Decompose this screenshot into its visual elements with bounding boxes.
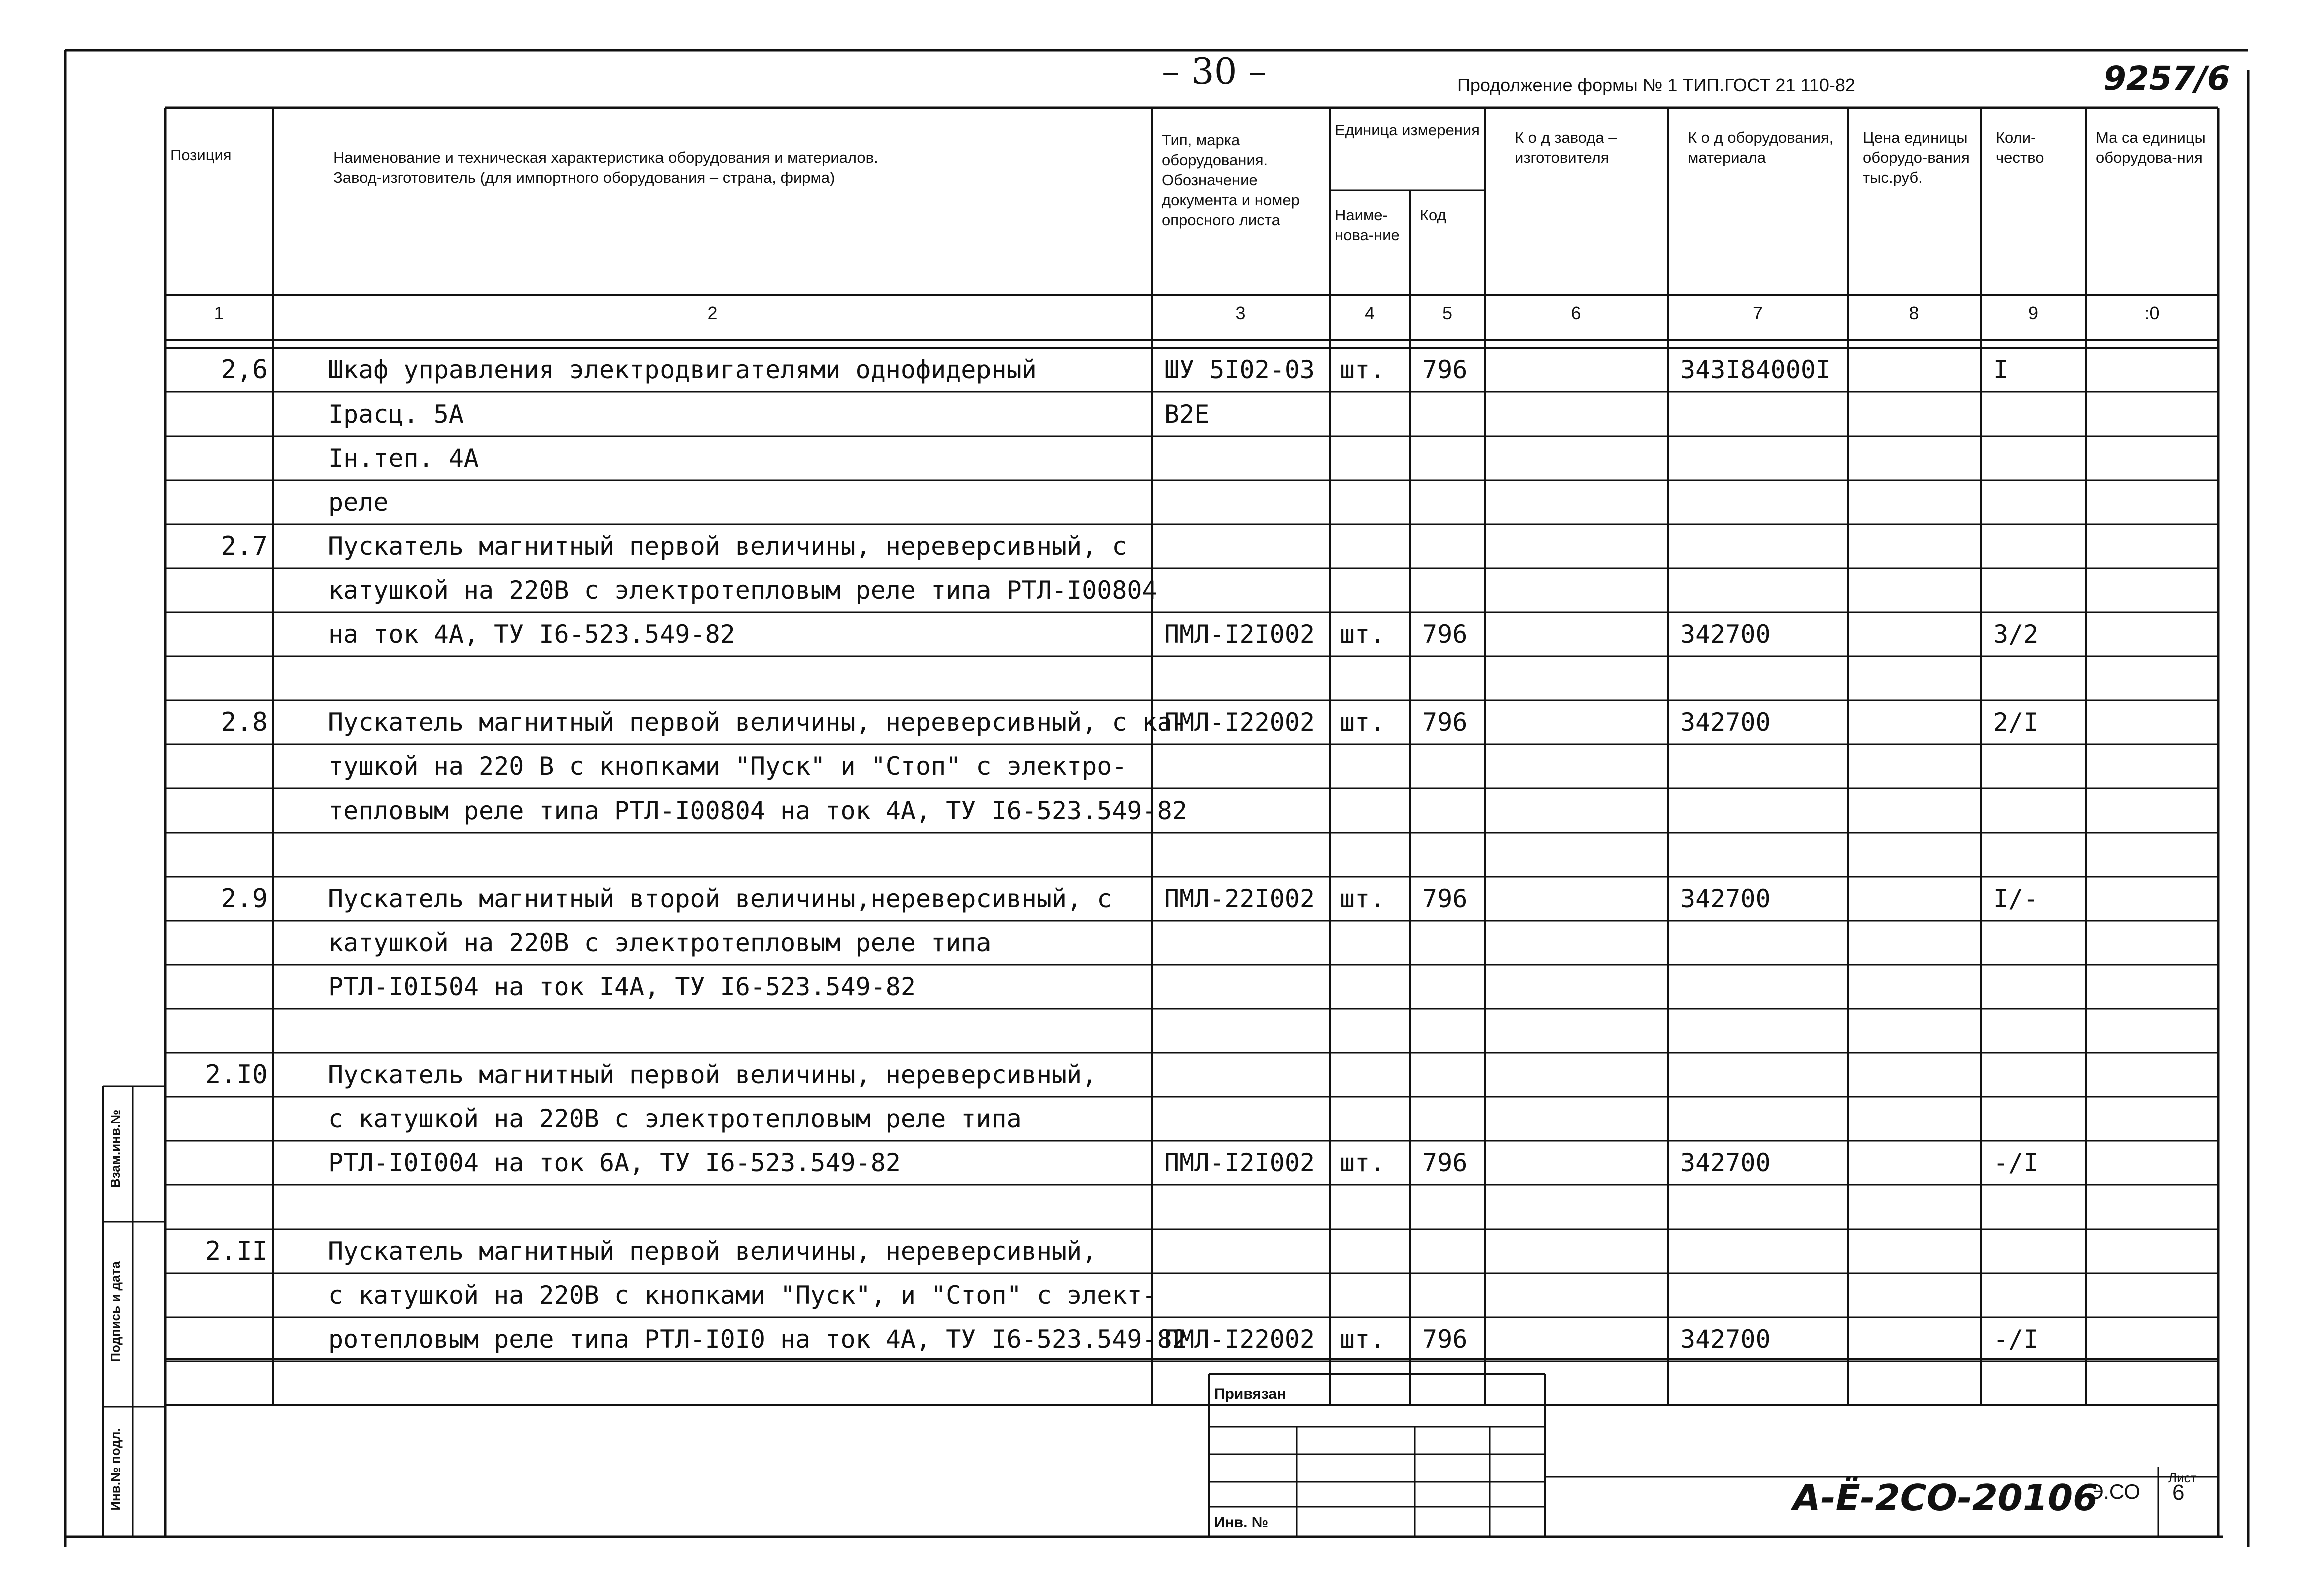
row-type: ШУ 5I02-03 xyxy=(1164,355,1315,384)
row-quantity: 2/I xyxy=(1993,708,2039,737)
row-description: с катушкой на 220В с кнопками "Пуск", и "Стоп" с элект- xyxy=(328,1281,1157,1310)
row-description: Пускатель магнитный второй величины,нереверсивный, с xyxy=(328,884,1112,913)
row-position: 2.I0 xyxy=(205,1060,268,1090)
row-description: Шкаф управления электродвигателями однофидерный xyxy=(328,355,1037,384)
row-position: 2,6 xyxy=(221,355,268,385)
column-header-1: Позиция xyxy=(170,146,232,164)
row-material-code: 342700 xyxy=(1680,884,1771,913)
column-header-8: Цена единицы оборудо-вания тыс.руб. xyxy=(1863,129,1974,186)
row-type: ПМЛ-I22002 xyxy=(1164,708,1315,737)
column-header-9: Коли-чество xyxy=(1996,129,2044,166)
top-right-ref: 9257/6 xyxy=(2103,59,2230,98)
row-type: В2Е xyxy=(1164,400,1210,429)
column-header-2: Наименование и техническая характеристика оборудования и материалов. Завод-изготовитель (для импортного оборудования – страна, фирма) xyxy=(333,149,878,186)
row-type: ПМЛ-I2I002 xyxy=(1164,620,1315,649)
row-unit-code: 796 xyxy=(1422,355,1468,384)
row-unit: шт. xyxy=(1340,1325,1385,1354)
row-position: 2.9 xyxy=(221,884,268,914)
row-description: с катушкой на 220В с электротепловым реле типа xyxy=(328,1104,1022,1133)
doc-suffix: Э.СО xyxy=(2088,1480,2140,1503)
stub-podpis-data: Подпись и дата xyxy=(108,1261,123,1362)
row-type: ПМЛ-22I002 xyxy=(1164,884,1315,913)
row-description: тушкой на 220 В с кнопками "Пуск" и "Стоп" с электро- xyxy=(328,752,1127,781)
row-position: 2.II xyxy=(205,1236,268,1266)
column-header-10: Ма са единицы оборудова-ния xyxy=(2096,129,2210,166)
row-unit-code: 796 xyxy=(1422,708,1468,737)
row-position: 2.8 xyxy=(221,707,268,737)
row-description: тепловым реле типа РТЛ-I00804 на ток 4А, ТУ I6-523.549-82 xyxy=(328,796,1187,825)
row-description: Пускатель магнитный первой величины, нереверсивный, с xyxy=(328,532,1127,561)
row-material-code: 342700 xyxy=(1680,1148,1771,1177)
row-quantity: 3/2 xyxy=(1993,620,2039,649)
row-type: ПМЛ-I2I002 xyxy=(1164,1148,1315,1177)
row-description: РТЛ-I0I504 на ток I4А, ТУ I6-523.549-82 xyxy=(328,972,916,1001)
row-unit-code: 796 xyxy=(1422,1148,1468,1177)
column-header-7: К о д оборудования, материала xyxy=(1688,129,1838,166)
row-unit: шт. xyxy=(1340,1148,1385,1177)
row-description: Iн.теп. 4А xyxy=(328,444,479,473)
row-material-code: 342700 xyxy=(1680,708,1771,737)
row-description: ротепловым реле типа РТЛ-I0I0 на ток 4А, ТУ I6-523.549-82 xyxy=(328,1325,1187,1354)
column-number-9: 9 xyxy=(2028,303,2039,323)
row-quantity: -/I xyxy=(1993,1148,2039,1177)
row-quantity: -/I xyxy=(1993,1325,2039,1354)
row-description: реле xyxy=(328,488,389,517)
column-number-1: 1 xyxy=(214,303,224,323)
column-number-4: 4 xyxy=(1364,303,1375,323)
form-continuation: Продолжение формы № 1 ТИП.ГОСТ 21 110-82 xyxy=(1457,75,1855,95)
column-number-6: 6 xyxy=(1571,303,1581,323)
row-unit-code: 796 xyxy=(1422,1325,1468,1354)
row-unit: шт. xyxy=(1340,708,1385,737)
sheet-label: Лист xyxy=(2168,1470,2197,1485)
row-unit: шт. xyxy=(1340,620,1385,649)
row-unit: шт. xyxy=(1340,884,1385,913)
tb-privyazan: Привязан xyxy=(1214,1386,1286,1402)
doc-code: А-Ё-2СО-20106 xyxy=(1793,1477,2098,1519)
sheet-no: 6 xyxy=(2172,1480,2185,1505)
column-number-5: 5 xyxy=(1442,303,1453,323)
row-material-code: 342700 xyxy=(1680,1325,1771,1354)
row-description: Пускатель магнитный первой величины, нереверсивный, xyxy=(328,1237,1097,1266)
row-material-code: 343I84000I xyxy=(1680,355,1831,384)
row-unit: шт. xyxy=(1340,355,1385,384)
column-header-4: Наиме-нова-ние xyxy=(1335,206,1400,244)
stub-inv-podl: Инв.№ подл. xyxy=(108,1428,123,1511)
row-description: Пускатель магнитный первой величины, нереверсивный, xyxy=(328,1060,1097,1089)
row-description: РТЛ-I0I004 на ток 6А, ТУ I6-523.549-82 xyxy=(328,1148,901,1177)
row-unit-code: 796 xyxy=(1422,884,1468,913)
row-unit-code: 796 xyxy=(1422,620,1468,649)
row-description: Пускатель магнитный первой величины, нереверсивный, с ка- xyxy=(328,708,1187,737)
column-number-10: :0 xyxy=(2144,303,2160,323)
column-number-2: 2 xyxy=(707,303,718,323)
row-type: ПМЛ-I22002 xyxy=(1164,1325,1315,1354)
row-description: катушкой на 220В с электротепловым реле типа xyxy=(328,928,992,957)
stub-vzam-inv: Взам.инв.№ xyxy=(108,1109,123,1188)
row-description: на ток 4А, ТУ I6-523.549-82 xyxy=(328,620,735,649)
row-material-code: 342700 xyxy=(1680,620,1771,649)
row-description: Iрасц. 5А xyxy=(328,400,464,429)
row-quantity: I/- xyxy=(1993,884,2039,913)
unit-group-header: Единица измерения xyxy=(1335,121,1480,139)
column-header-5: Код xyxy=(1420,206,1446,224)
column-number-3: 3 xyxy=(1235,303,1246,323)
row-position: 2.7 xyxy=(221,531,268,561)
column-number-8: 8 xyxy=(1909,303,1919,323)
column-number-7: 7 xyxy=(1752,303,1763,323)
row-quantity: I xyxy=(1993,355,2009,384)
tb-inv-no: Инв. № xyxy=(1214,1514,1269,1531)
page-number: – 30 – xyxy=(1162,50,1267,92)
column-header-6: К о д завода – изготовителя xyxy=(1515,129,1622,166)
column-header-3: Тип, марка оборудования. Обозначение документа и номер опросного листа xyxy=(1162,131,1304,229)
row-description: катушкой на 220В с электротепловым реле типа РТЛ-I00804 xyxy=(328,576,1157,605)
